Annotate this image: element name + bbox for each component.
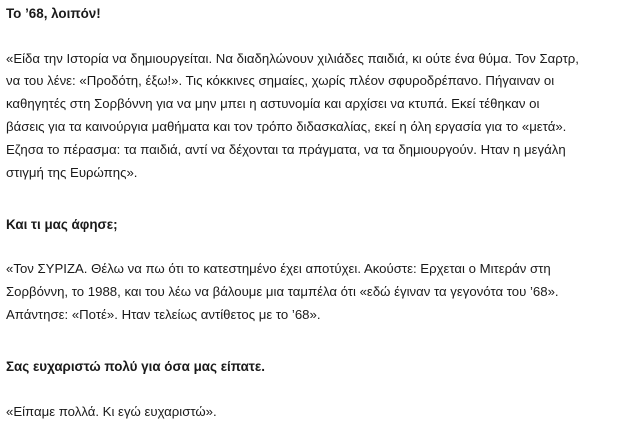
section-heading-3: Σας ευχαριστώ πολύ για όσα μας είπατε. <box>6 359 265 374</box>
paragraph-line: Εζησα το πέρασμα: τα παιδιά, αντί να δέχονται τα πράγματα, να τα δημιουργούν. Ηταν η μεγάλη <box>6 142 566 157</box>
section-heading-1: Το ’68, λοιπόν! <box>6 6 101 21</box>
paragraph-line: «Τον ΣΥΡΙΖΑ. Θέλω να πω ότι το κατεστημένο έχει αποτύχει. Ακούστε: Ερχεται ο Μιτεράν στη <box>6 261 551 276</box>
section-heading-2: Και τι μας άφησε; <box>6 217 118 232</box>
paragraph-line: Σορβόννη, το 1988, και του λέω να βάλουμε μια ταμπέλα ότι «εδώ έγιναν τα γεγονότα του ’68». <box>6 284 559 299</box>
paragraph-line: βάσεις για τα καινούργια μαθήματα και τον τρόπο διδασκαλίας, εκεί η όλη εργασία για το «μετά». <box>6 119 567 134</box>
paragraph-line: Απάντησε: «Ποτέ». Ηταν τελείως αντίθετος με το ’68». <box>6 307 321 322</box>
paragraph-line: καθηγητές στη Σορβόννη για να μην μπει η αστυνομία και αρχίσει να κτυπά. Εκεί τέθηκαν οι <box>6 96 540 111</box>
paragraph-line: «Είπαμε πολλά. Κι εγώ ευχαριστώ». <box>6 404 217 419</box>
paragraph-line: «Είδα την Ιστορία να δημιουργείται. Να διαδηλώνουν χιλιάδες παιδιά, κι ούτε ένα θύμα. Τον Σαρτρ, <box>6 51 579 66</box>
paragraph-line: να του λένε: «Προδότη, έξω!». Τις κόκκινες σημαίες, χωρίς πλέον σφυροδρέπανο. Πήγαιναν οι <box>6 73 555 88</box>
paragraph-line: στιγμή της Ευρώπης». <box>6 165 138 180</box>
